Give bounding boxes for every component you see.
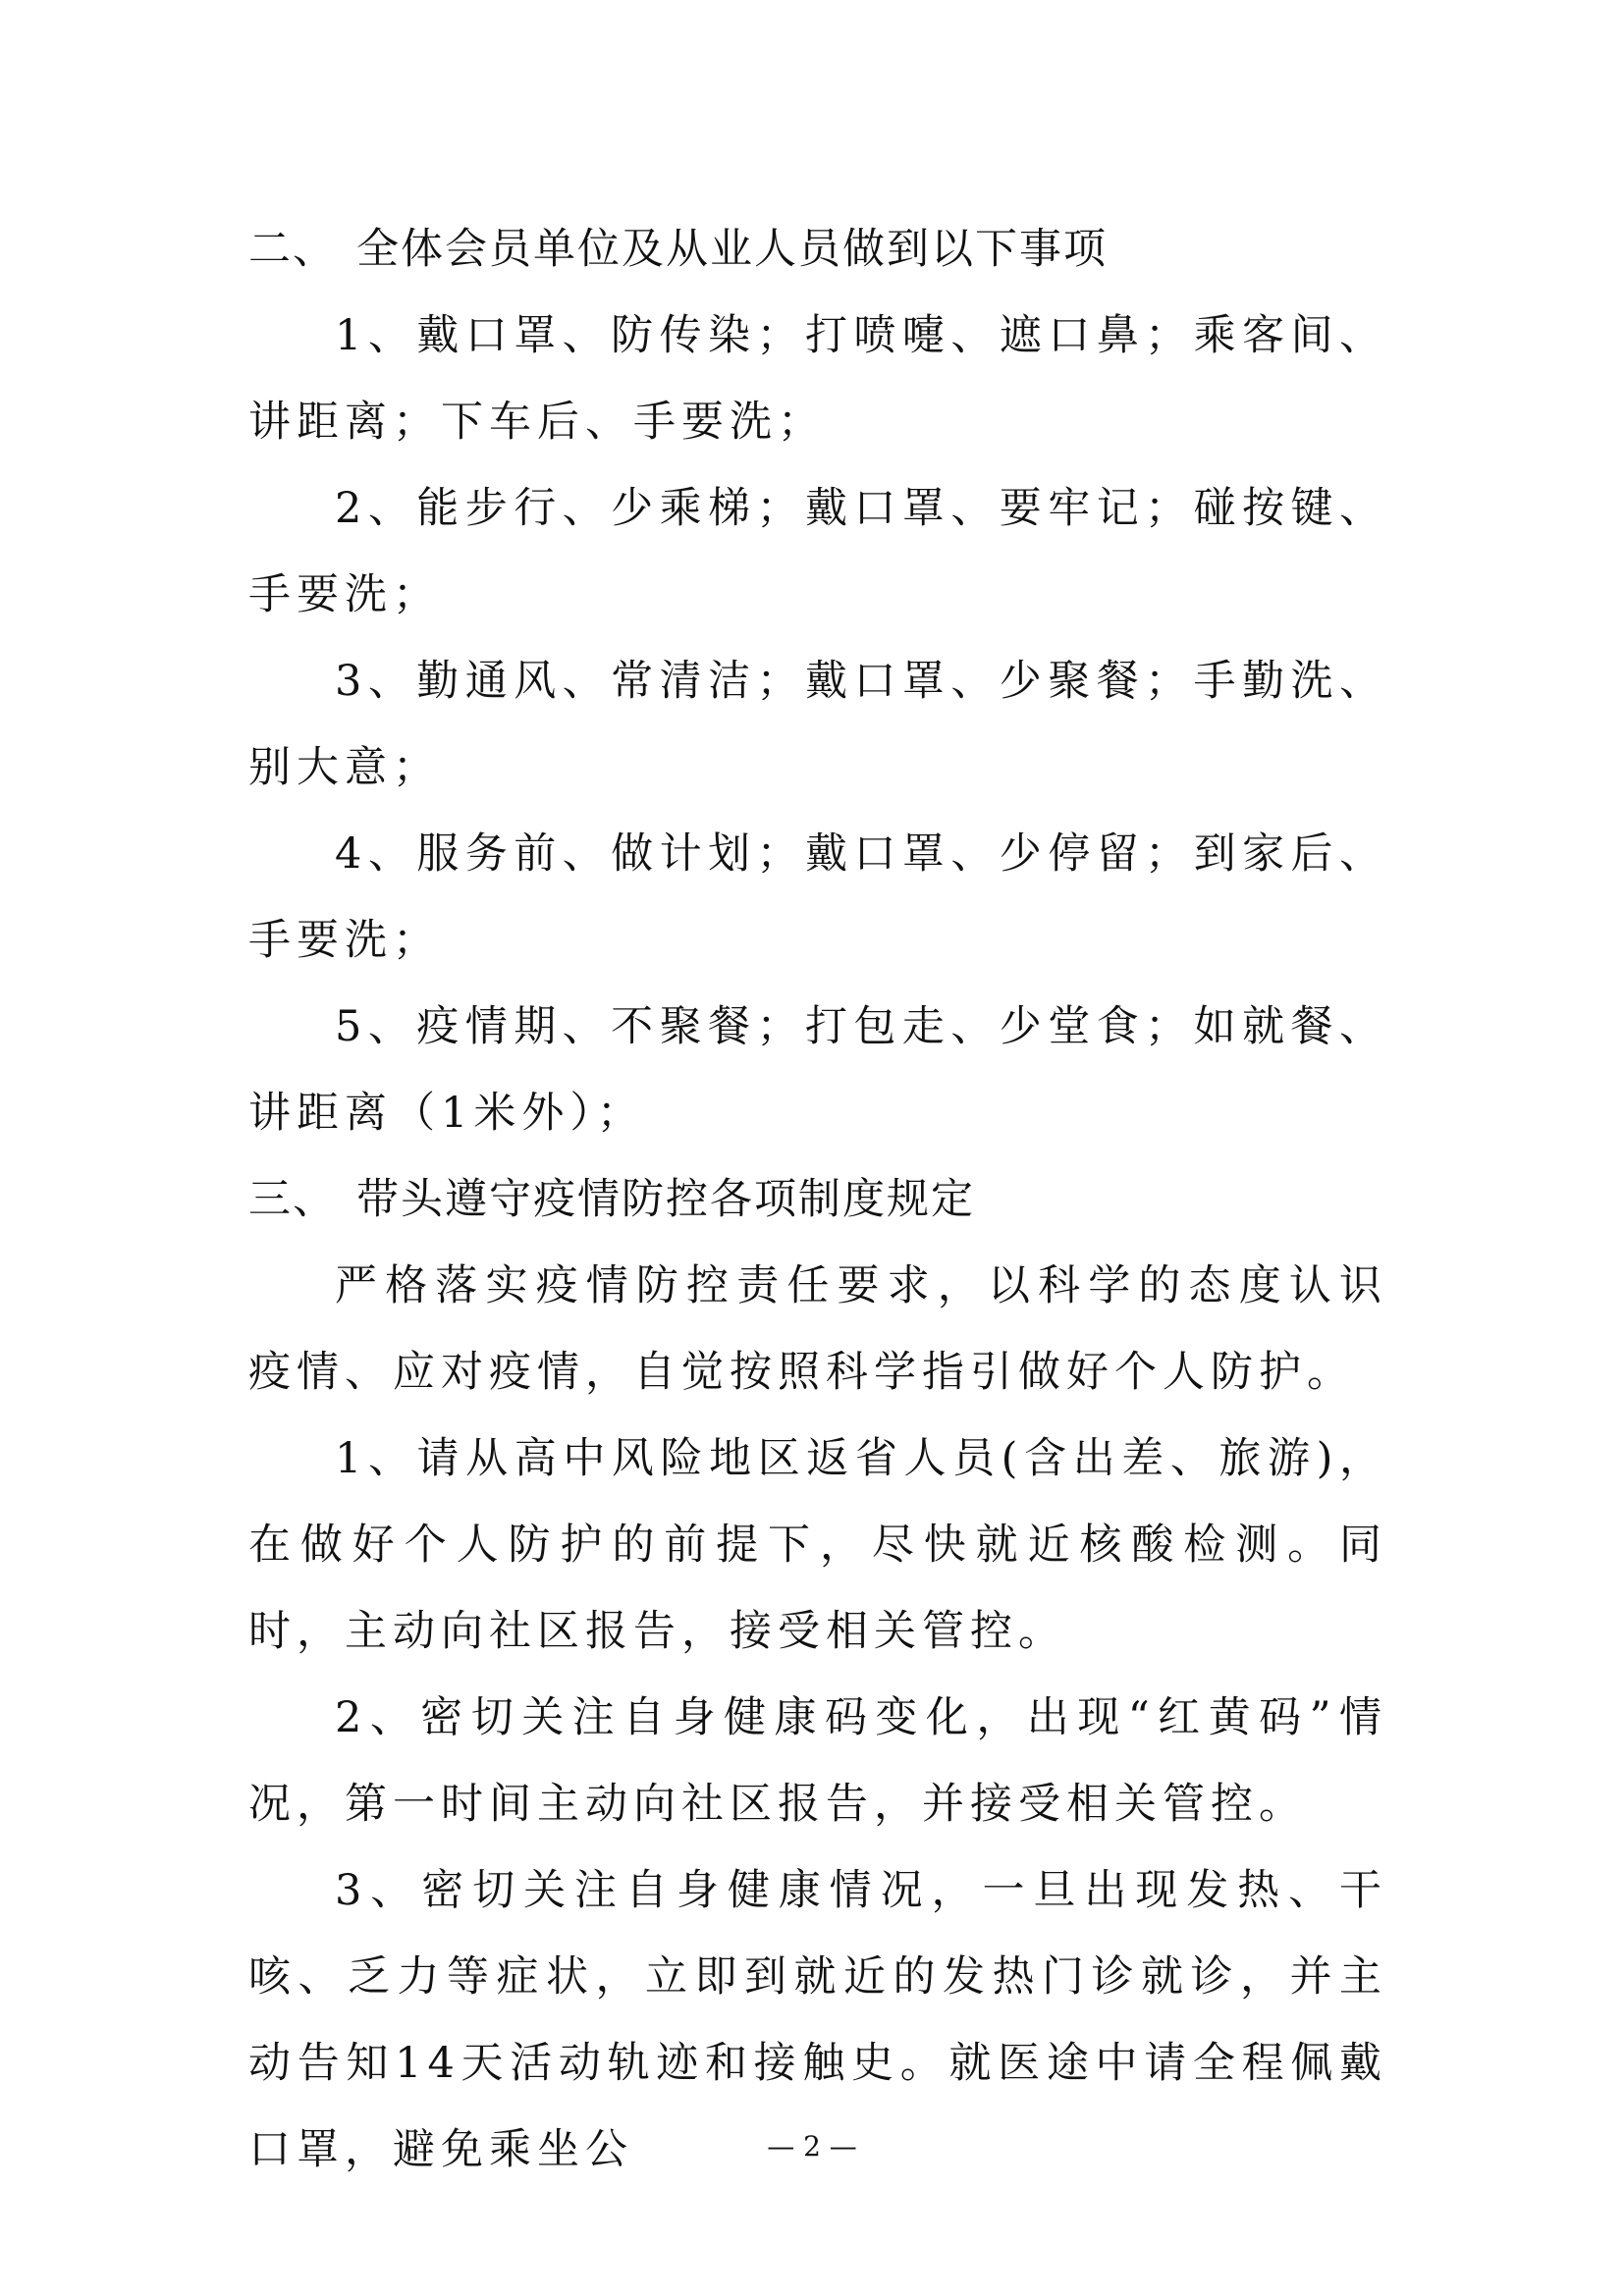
list-item: 5、疫情期、不聚餐；打包走、少堂食；如就餐、讲距离（1米外）； [248, 1002, 1387, 1138]
document-body [248, 206, 1387, 2193]
page-number: — 2 — [767, 2130, 857, 2163]
list-item: 3、密切关注自身健康情况，一旦出现发热、干咳、乏力等症状，立即到就近的发热门诊就诊，并主动告知14天活动轨迹和接触史。就医途中请全程佩戴口罩，避免乘坐公 [248, 1866, 1387, 2174]
section-title: 带头遵守疫情防控各项制度规定 [356, 1175, 975, 1224]
section-heading-3 [248, 1156, 1387, 1243]
section-number: 三、 [248, 1175, 337, 1224]
section-intro: 严格落实疫情防控责任要求，以科学的态度认识疫情、应对疫情，自觉按照科学指引做好个人防护。 [248, 1261, 1387, 1397]
list-item: 2、能步行、少乘梯；戴口罩、要牢记；碰按键、手要洗； [248, 484, 1387, 619]
section-heading-2 [248, 206, 1387, 293]
section-number: 二、 [248, 225, 337, 274]
list-item: 1、戴口罩、防传染；打喷嚏、遮口鼻；乘客间、讲距离；下车后、手要洗； [248, 311, 1387, 447]
list-item: 3、勤通风、常清洁；戴口罩、少聚餐；手勤洗、别大意； [248, 657, 1387, 792]
list-item: 1、请从高中风险地区返省人员(含出差、旅游)，在做好个人防护的前提下，尽快就近核酸检测。同时，主动向社区报告，接受相关管控。 [248, 1434, 1387, 1656]
section-title: 全体会员单位及从业人员做到以下事项 [356, 225, 1108, 274]
list-item: 2、密切关注自身健康码变化，出现“红黄码”情况，第一时间主动向社区报告，并接受相关管控。 [248, 1693, 1387, 1829]
list-item: 4、服务前、做计划；戴口罩、少停留；到家后、手要洗； [248, 829, 1387, 965]
